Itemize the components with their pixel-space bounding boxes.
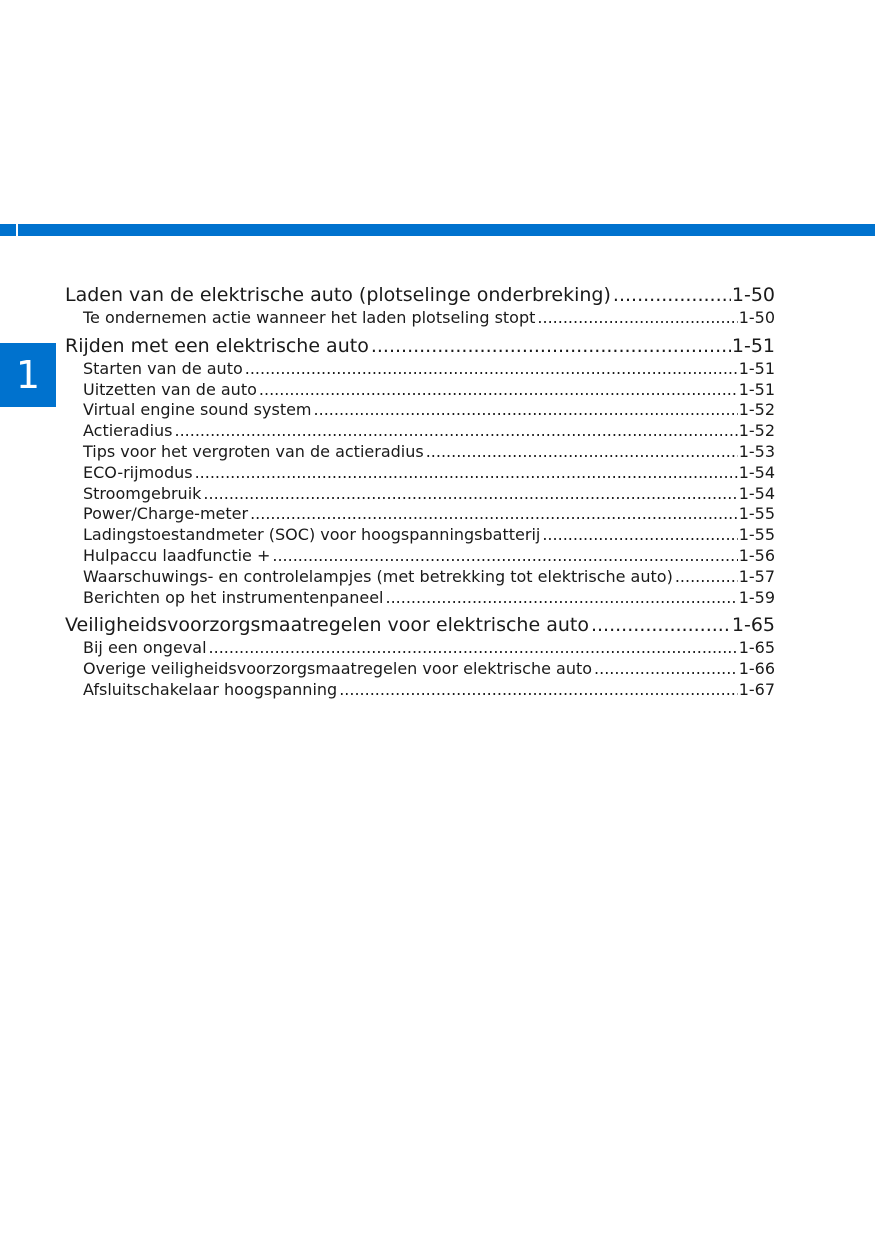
chapter-tab (0, 343, 56, 407)
dot-leader (314, 400, 738, 421)
toc-item-page: 1-56 (738, 545, 775, 565)
toc-section[interactable] (65, 613, 775, 637)
dot-leader (250, 504, 738, 525)
dot-leader (542, 525, 737, 546)
dot-leader (613, 283, 731, 307)
toc-item-title: Uitzetten van de auto (83, 379, 257, 399)
toc-item[interactable] (65, 659, 775, 680)
toc-section[interactable] (65, 334, 775, 358)
toc-item-title: Berichten op het instrumentenpaneel (83, 587, 384, 607)
toc-item-title: ECO-rijmodus (83, 462, 193, 482)
toc-item-title: Waarschuwings- en controlelampjes (met betrekking tot elektrische auto) (83, 566, 673, 586)
dot-leader (385, 588, 737, 609)
toc-item-page: 1-65 (738, 638, 775, 658)
dot-leader (594, 659, 738, 680)
toc-item-title: Stroomgebruik (83, 483, 202, 503)
dot-leader (272, 546, 737, 567)
toc-section-page: 1-51 (731, 334, 775, 357)
toc-section-page: 1-65 (731, 614, 775, 637)
toc-item-page: 1-54 (738, 483, 775, 503)
toc-item-title: Virtual engine sound system (83, 400, 312, 420)
dot-leader (426, 442, 738, 463)
toc-item-title: Hulpaccu laadfunctie + (83, 545, 271, 565)
toc-item-page: 1-55 (738, 504, 775, 524)
toc-item-page: 1-51 (738, 358, 775, 378)
toc-item-title: Ladingstoestandmeter (SOC) voor hoogspanningsbatterij (83, 525, 541, 545)
toc-item[interactable] (65, 380, 775, 401)
dot-leader (259, 380, 738, 401)
dot-leader (203, 484, 737, 505)
dot-leader (591, 613, 731, 637)
toc-section-title: Laden van de elektrische auto (plotselinge onderbreking) (65, 284, 611, 306)
dot-leader (339, 680, 738, 701)
chapter-number: 1 (15, 353, 41, 397)
toc-item-page: 1-50 (738, 308, 775, 327)
toc-item-page: 1-57 (738, 566, 775, 586)
toc-item-title: Te ondernemen actie wanneer het laden plotseling stopt (83, 308, 536, 327)
dot-leader (174, 421, 737, 442)
dot-leader (675, 567, 738, 588)
toc-item[interactable] (65, 484, 775, 505)
toc-item-page: 1-54 (738, 462, 775, 482)
dot-leader (537, 308, 737, 329)
header-bar (18, 224, 875, 236)
toc-item[interactable] (65, 567, 775, 588)
toc-item-page: 1-52 (738, 400, 775, 420)
toc-item-page: 1-55 (738, 525, 775, 545)
toc-item[interactable] (65, 308, 775, 329)
toc-section-title: Veiligheidsvoorzorgsmaatregelen voor elektrische auto (65, 614, 589, 637)
toc-item-page: 1-52 (738, 421, 775, 441)
toc-item-page: 1-66 (738, 659, 775, 679)
toc-item[interactable] (65, 588, 775, 609)
toc-item-title: Actieradius (83, 421, 173, 441)
dot-leader (245, 359, 738, 380)
toc-item[interactable] (65, 359, 775, 380)
toc-section-page: 1-50 (731, 284, 775, 306)
toc-item-title: Bij een ongeval (83, 638, 207, 658)
toc-item[interactable] (65, 638, 775, 659)
toc-item-page: 1-59 (738, 587, 775, 607)
toc-item-title: Power/Charge-meter (83, 504, 249, 524)
toc-item-title: Tips voor het vergroten van de actieradius (83, 441, 424, 461)
toc-item[interactable] (65, 400, 775, 421)
toc-item-title: Overige veiligheidsvoorzorgsmaatregelen voor elektrische auto (83, 659, 593, 679)
dot-leader (209, 638, 738, 659)
toc-section[interactable] (65, 283, 775, 307)
toc-item[interactable] (65, 546, 775, 567)
dot-leader (371, 334, 731, 358)
toc-item[interactable] (65, 463, 775, 484)
toc-item-page: 1-67 (738, 679, 775, 699)
table-of-contents (65, 283, 775, 701)
toc-section-title: Rijden met een elektrische auto (65, 334, 369, 357)
toc-item[interactable] (65, 504, 775, 525)
toc-item-title: Afsluitschakelaar hoogspanning (83, 679, 338, 699)
toc-item-page: 1-51 (738, 379, 775, 399)
dot-leader (195, 463, 738, 484)
toc-item-title: Starten van de auto (83, 358, 243, 378)
toc-item[interactable] (65, 421, 775, 442)
header-bar-left-segment (0, 224, 16, 236)
toc-item[interactable] (65, 525, 775, 546)
toc-item-page: 1-53 (738, 441, 775, 461)
toc-item[interactable] (65, 442, 775, 463)
toc-item[interactable] (65, 680, 775, 701)
